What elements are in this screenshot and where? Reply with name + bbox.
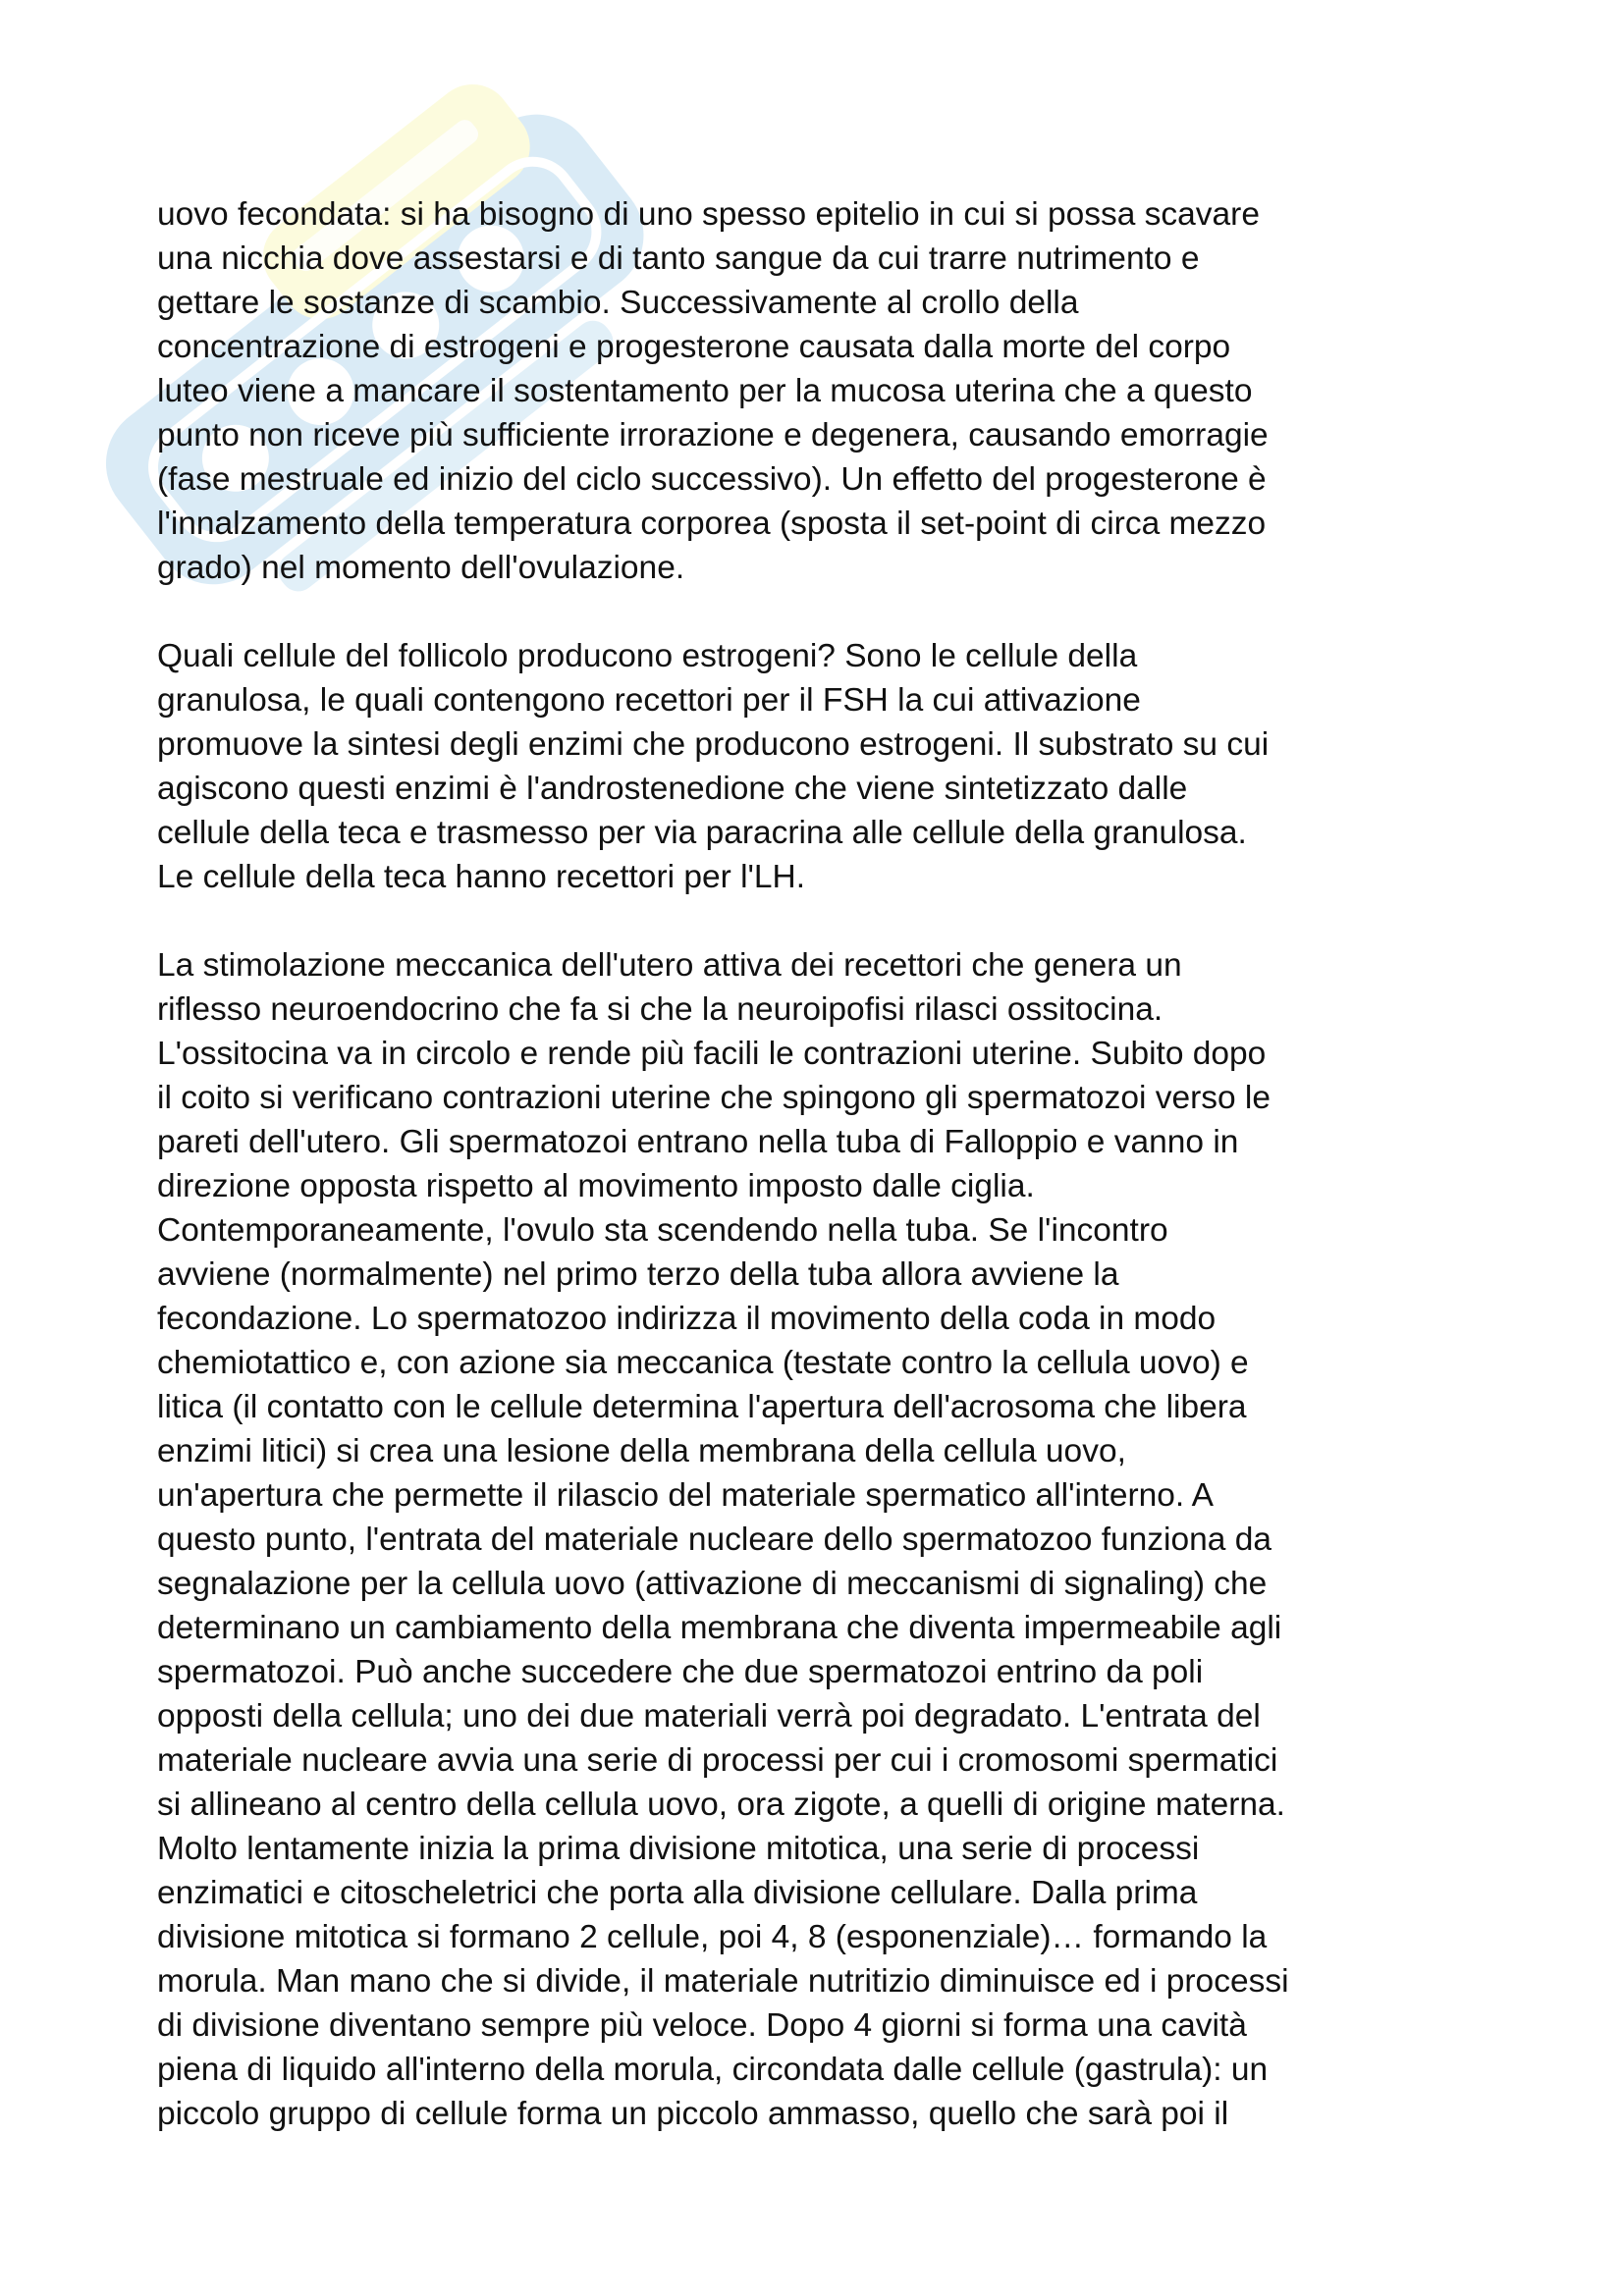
body-text [157, 192, 1492, 2136]
paragraph-fertilization: La stimolazione meccanica dell'utero attiva dei recettori che genera un riflesso neuroendocrino che fa si che la neuroipofisi rilasci ossitocina. L'ossitocina va in circolo e rende più facili le contrazioni uterine. Subito dopo il coito si verificano contrazioni uterine che spingono gli spermatozoi verso le pareti dell'utero. Gli spermatozoi entrano nella tuba di Falloppio e vanno in direzione opposta rispetto al movimento imposto dalle ciglia. Contemporaneamente, l'ovulo sta scendendo nella tuba. Se l'incontro avviene (normalmente) nel primo terzo della tuba allora avviene la fecondazione. Lo spermatozoo indirizza il movimento della coda in modo chemiotattico e, con azione sia meccanica (testate contro la cellula uovo) e litica (il contatto con le cellule determina l'apertura dell'acrosoma che libera enzimi litici) si crea una lesione della membrana della cellula uovo, un'apertura che permette il rilascio del materiale spermatico all'interno. A questo punto, l'entrata del materiale nucleare dello spermatozoo funziona da segnalazione per la cellula uovo (attivazione di meccanismi di signaling) che determinano un cambiamento della membrana che diventa impermeabile agli spermatozoi. Può anche succedere che due spermatozoi entrino da poli opposti della cellula; uno dei due materiali verrà poi degradato. L'entrata del materiale nucleare avvia una serie di processi per cui i cromosomi spermatici si allineano al centro della cellula uovo, ora zigote, a quelli di origine materna. Molto lentamente inizia la prima divisione mitotica, una serie di processi enzimatici e citoscheletrici che porta alla divisione cellulare. Dalla prima divisione mitotica si formano 2 cellule, poi 4, 8 (esponenziale)… formando la morula. Man mano che si divide, il materiale nutritizio diminuisce ed i processi di divisione diventano sempre più veloce. Dopo 4 giorni si forma una cavità piena di liquido all'interno della morula, circondata dalle cellule (gastrula): un piccolo gruppo di cellule forma un piccolo ammasso, quello che sarà poi il [157, 947, 1289, 2132]
paragraph-follicle-estrogens: Quali cellule del follicolo producono estrogeni? Sono le cellule della granulosa, le quali contengono recettori per il FSH la cui attivazione promuove la sintesi degli enzimi che producono estrogeni. Il substrato su cui agiscono questi enzimi è l'androstenedione che viene sintetizzato dalle cellule della teca e trasmesso per via paracrina alle cellule della granulosa. Le cellule della teca hanno recettori per l'LH. [157, 638, 1270, 895]
paragraph-ovulation-progesterone: uovo fecondata: si ha bisogno di uno spesso epitelio in cui si possa scavare una nicchia dove assestarsi e di tanto sangue da cui trarre nutrimento e gettare le sostanze di scambio. Successivamente al crollo della concentrazione di estrogeni e progesterone causata dalla morte del corpo luteo viene a mancare il sostentamento per la mucosa uterina che a questo punto non riceve più sufficiente irrorazione e degenera, causando emorragie (fase mestruale ed inizio del ciclo successivo). Un effetto del progesterone è l'innalzamento della temperatura corporea (sposta il set-point di circa mezzo grado) nel momento dell'ovulazione. [157, 196, 1269, 586]
